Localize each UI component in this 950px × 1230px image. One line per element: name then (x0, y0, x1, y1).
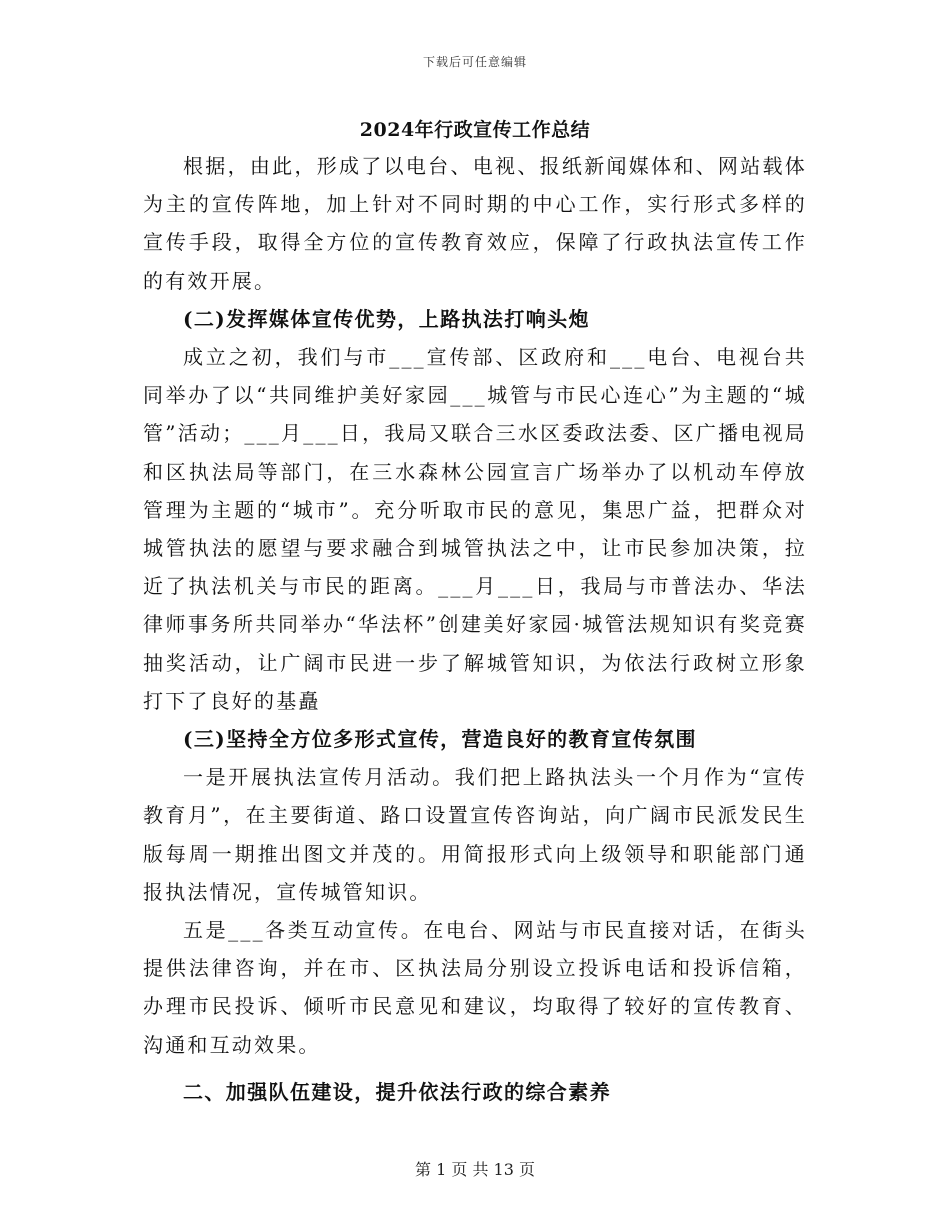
document-body (143, 147, 807, 1111)
section-heading-all-round: (三)坚持全方位多形式宣传，营造良好的教育宣传氛围 (183, 727, 697, 752)
paragraph-publicity-month: 一是开展执法宣传月活动。我们把上路执法头一个月作为“宣传教育月”，在主要街道、路口设置宣传咨询站，向广阔市民派发民生版每周一期推出图文并茂的。用简报形式向上级领导和职能部门通报执法情况，宣传城管知识。 (143, 765, 807, 904)
section-heading-media: (二)发挥媒体宣传优势，上路执法打响头炮 (183, 306, 590, 331)
section-heading-team-building: 二、加强队伍建设，提升依法行政的综合素养 (183, 1079, 611, 1104)
page-number: 第 1 页 共 13 页 (415, 1160, 535, 1179)
document-title: 2024年行政宣传工作总结 (359, 119, 591, 141)
paragraph-interactive: 五是___各类互动宣传。在电台、网站与市民直接对话，在街头提供法律咨询，并在市、区执法局分别设立投诉电话和投诉信箱，办理市民投诉、倾听市民意见和建议，均取得了较好的宣传教育、沟通和互动效果。 (143, 918, 807, 1057)
paragraph-intro: 根据，由此，形成了以电台、电视、报纸新闻媒体和、网站载体为主的宣传阵地，加上针对不同时期的中心工作，实行形式多样的宣传手段，取得全方位的宣传教育效应，保障了行政执法宣传工作的有效开展。 (143, 154, 807, 293)
paragraph-media-activities: 成立之初，我们与市___宣传部、区政府和___电台、电视台共同举办了以“共同维护美好家园___城管与市民心连心”为主题的“城管”活动；___月___日，我局又联合三水区委政法委、区广播电视局和区执法局等部门，在三水森林公园宣言广场举办了以机动车停放管理为主题的“城市”。充分听取市民的意见，集思广益，把群众对城管执法的愿望与要求融合到城管执法之中，让市民参加决策，拉近了执法机关与市民的距离。___月___日，我局与市普法办、华法律师事务所共同举办“华法杯”创建美好家园·城管法规知识有奖竞赛抽奖活动，让广阔市民进一步了解城管知识，为依法行政树立形象打下了良好的基矗 (143, 345, 807, 713)
page-header-note: 下载后可任意编辑 (422, 55, 527, 69)
